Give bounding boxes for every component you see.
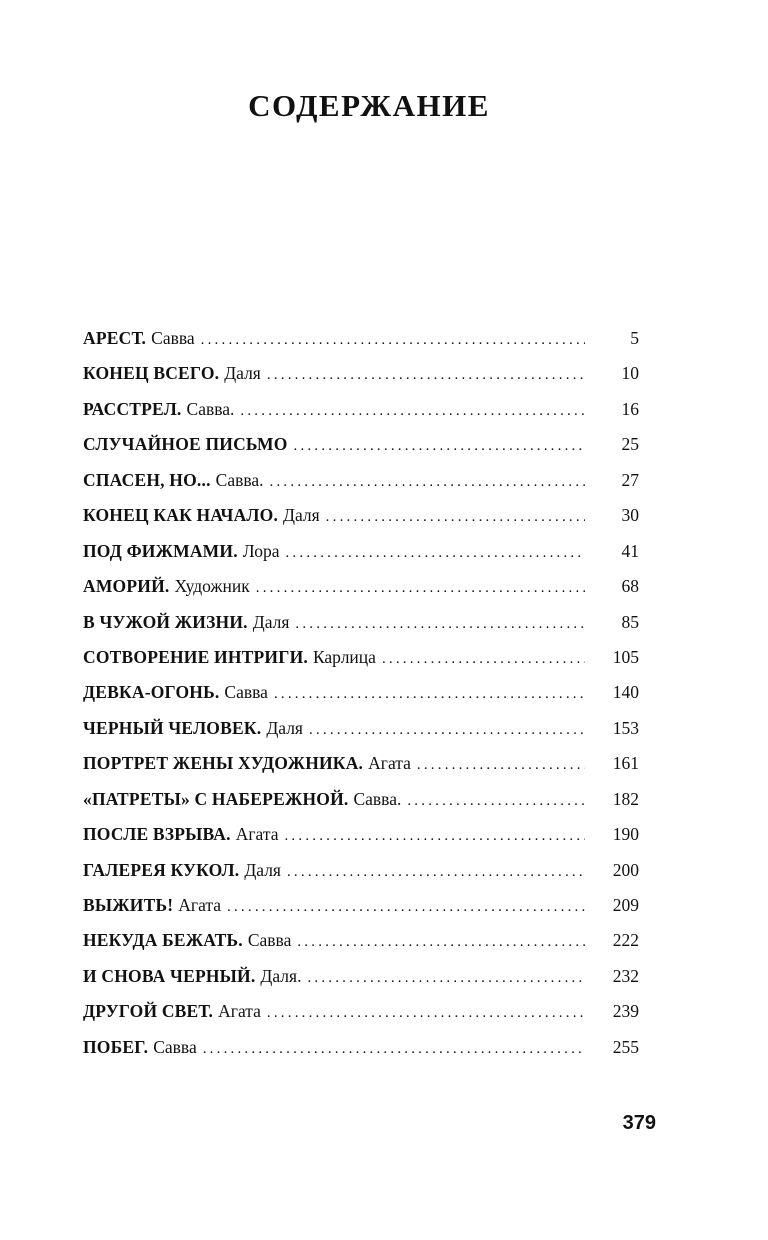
entry-heading: СОТВОРЕНИЕ ИНТРИГИ. xyxy=(83,646,308,667)
dot-leader xyxy=(294,429,585,464)
entry-author: Агата xyxy=(368,753,411,774)
entry-page-number: 41 xyxy=(621,540,639,561)
dot-leader xyxy=(256,571,585,606)
entry-page-number: 68 xyxy=(621,576,639,597)
entry-author: Даля xyxy=(266,717,303,738)
entry-page-number: 105 xyxy=(612,646,639,667)
dot-leader xyxy=(297,925,585,960)
toc-entry xyxy=(83,746,639,781)
toc-entry xyxy=(83,711,639,746)
dot-leader xyxy=(284,819,585,854)
entry-author: Савва. xyxy=(215,469,264,490)
entry-page-number: 5 xyxy=(630,328,639,348)
entry-page-number: 153 xyxy=(612,717,639,738)
dot-leader xyxy=(267,996,585,1031)
toc-entry xyxy=(83,853,639,888)
entry-page-number: 161 xyxy=(612,753,639,774)
folio-page-number: 379 xyxy=(622,1112,656,1134)
toc-entry xyxy=(83,959,639,994)
entry-author: Савва xyxy=(151,328,195,348)
entry-author: Савва. xyxy=(186,398,235,419)
entry-page-number: 182 xyxy=(612,788,639,809)
table-of-contents xyxy=(83,321,639,1065)
entry-heading: ЧЕРНЫЙ ЧЕЛОВЕК. xyxy=(83,717,262,738)
dot-leader xyxy=(227,890,585,925)
entry-heading: СПАСЕН, НО... xyxy=(83,469,211,490)
toc-entry xyxy=(83,392,639,427)
entry-author: Даля xyxy=(244,859,281,880)
entry-heading: АМОРИЙ. xyxy=(83,576,170,597)
dot-leader xyxy=(417,748,585,783)
dot-leader xyxy=(203,1032,585,1067)
entry-author: Савва. xyxy=(353,788,402,809)
entry-author: Агата xyxy=(178,895,222,915)
entry-heading: КОНЕЦ ВСЕГО. xyxy=(83,363,220,384)
dot-leader xyxy=(326,500,585,535)
entry-page-number: 209 xyxy=(612,895,639,915)
entry-heading: ГАЛЕРЕЯ КУКОЛ. xyxy=(83,859,240,880)
entry-author: Савва xyxy=(247,930,292,951)
entry-author: Савва xyxy=(153,1036,197,1057)
entry-page-number: 232 xyxy=(612,965,639,986)
entry-heading: ПОРТРЕТ ЖЕНЫ ХУДОЖНИКА. xyxy=(83,753,364,774)
entry-page-number: 27 xyxy=(621,469,639,490)
entry-heading: ВЫЖИТЬ! xyxy=(83,895,174,915)
entry-author: Художник xyxy=(174,576,250,597)
entry-page-number: 10 xyxy=(621,363,639,384)
toc-entry xyxy=(83,817,639,852)
dot-leader xyxy=(240,394,585,429)
entry-heading: ДРУГОЙ СВЕТ. xyxy=(83,1001,214,1022)
toc-entry xyxy=(83,605,639,640)
dot-leader xyxy=(274,677,585,712)
entry-author: Даля xyxy=(224,363,261,384)
entry-author: Карлица xyxy=(312,646,376,667)
toc-entry xyxy=(83,534,639,569)
toc-entry xyxy=(83,888,639,923)
entry-page-number: 85 xyxy=(621,611,639,632)
dot-leader xyxy=(287,855,585,890)
dot-leader xyxy=(307,961,585,996)
dot-leader xyxy=(270,465,585,500)
dot-leader xyxy=(267,358,585,393)
entry-author: Даля. xyxy=(260,965,302,986)
entry-author: Даля xyxy=(283,505,320,526)
entry-page-number: 25 xyxy=(621,434,639,455)
page-title: СОДЕРЖАНИЕ xyxy=(248,88,490,123)
entry-page-number: 140 xyxy=(612,682,639,703)
toc-entry xyxy=(83,782,639,817)
toc-entry xyxy=(83,569,639,604)
entry-heading: СЛУЧАЙНОЕ ПИСЬМО xyxy=(83,434,288,455)
entry-heading: НЕКУДА БЕЖАТЬ. xyxy=(83,930,243,951)
toc-entry xyxy=(83,1030,639,1065)
entry-author: Агата xyxy=(235,824,279,845)
entry-heading: РАССТРЕЛ. xyxy=(83,398,182,419)
entry-heading: АРЕСТ. xyxy=(83,328,147,348)
entry-heading: ПОД ФИЖМАМИ. xyxy=(83,540,238,561)
toc-entry xyxy=(83,923,639,958)
toc-entry xyxy=(83,994,639,1029)
entry-author: Лора xyxy=(242,540,280,561)
entry-author: Агата xyxy=(218,1001,261,1022)
toc-entry xyxy=(83,498,639,533)
entry-page-number: 222 xyxy=(612,930,639,951)
toc-entry xyxy=(83,321,639,356)
entry-heading: КОНЕЦ КАК НАЧАЛО. xyxy=(83,505,279,526)
dot-leader xyxy=(201,323,585,358)
entry-page-number: 30 xyxy=(621,505,639,526)
entry-heading: ДЕВКА-ОГОНЬ. xyxy=(83,682,220,703)
entry-page-number: 190 xyxy=(612,824,639,845)
toc-entry xyxy=(83,356,639,391)
toc-entry xyxy=(83,463,639,498)
entry-page-number: 16 xyxy=(621,398,639,419)
dot-leader xyxy=(295,607,585,642)
toc-entry xyxy=(83,427,639,462)
dot-leader xyxy=(382,642,585,677)
entry-heading: И СНОВА ЧЕРНЫЙ. xyxy=(83,965,256,986)
entry-heading: «ПАТРЕТЫ» С НАБЕРЕЖНОЙ. xyxy=(83,788,349,809)
entry-page-number: 255 xyxy=(612,1036,639,1057)
entry-page-number: 239 xyxy=(612,1001,639,1022)
entry-author: Савва xyxy=(224,682,268,703)
entry-author: Даля xyxy=(252,611,290,632)
entry-heading: В ЧУЖОЙ ЖИЗНИ. xyxy=(83,611,248,632)
entry-heading: ПОСЛЕ ВЗРЫВА. xyxy=(83,824,231,845)
toc-entry xyxy=(83,640,639,675)
entry-page-number: 200 xyxy=(612,859,639,880)
dot-leader xyxy=(285,536,585,571)
entry-heading: ПОБЕГ. xyxy=(83,1036,149,1057)
dot-leader xyxy=(309,713,585,748)
toc-entry xyxy=(83,675,639,710)
dot-leader xyxy=(407,784,585,819)
